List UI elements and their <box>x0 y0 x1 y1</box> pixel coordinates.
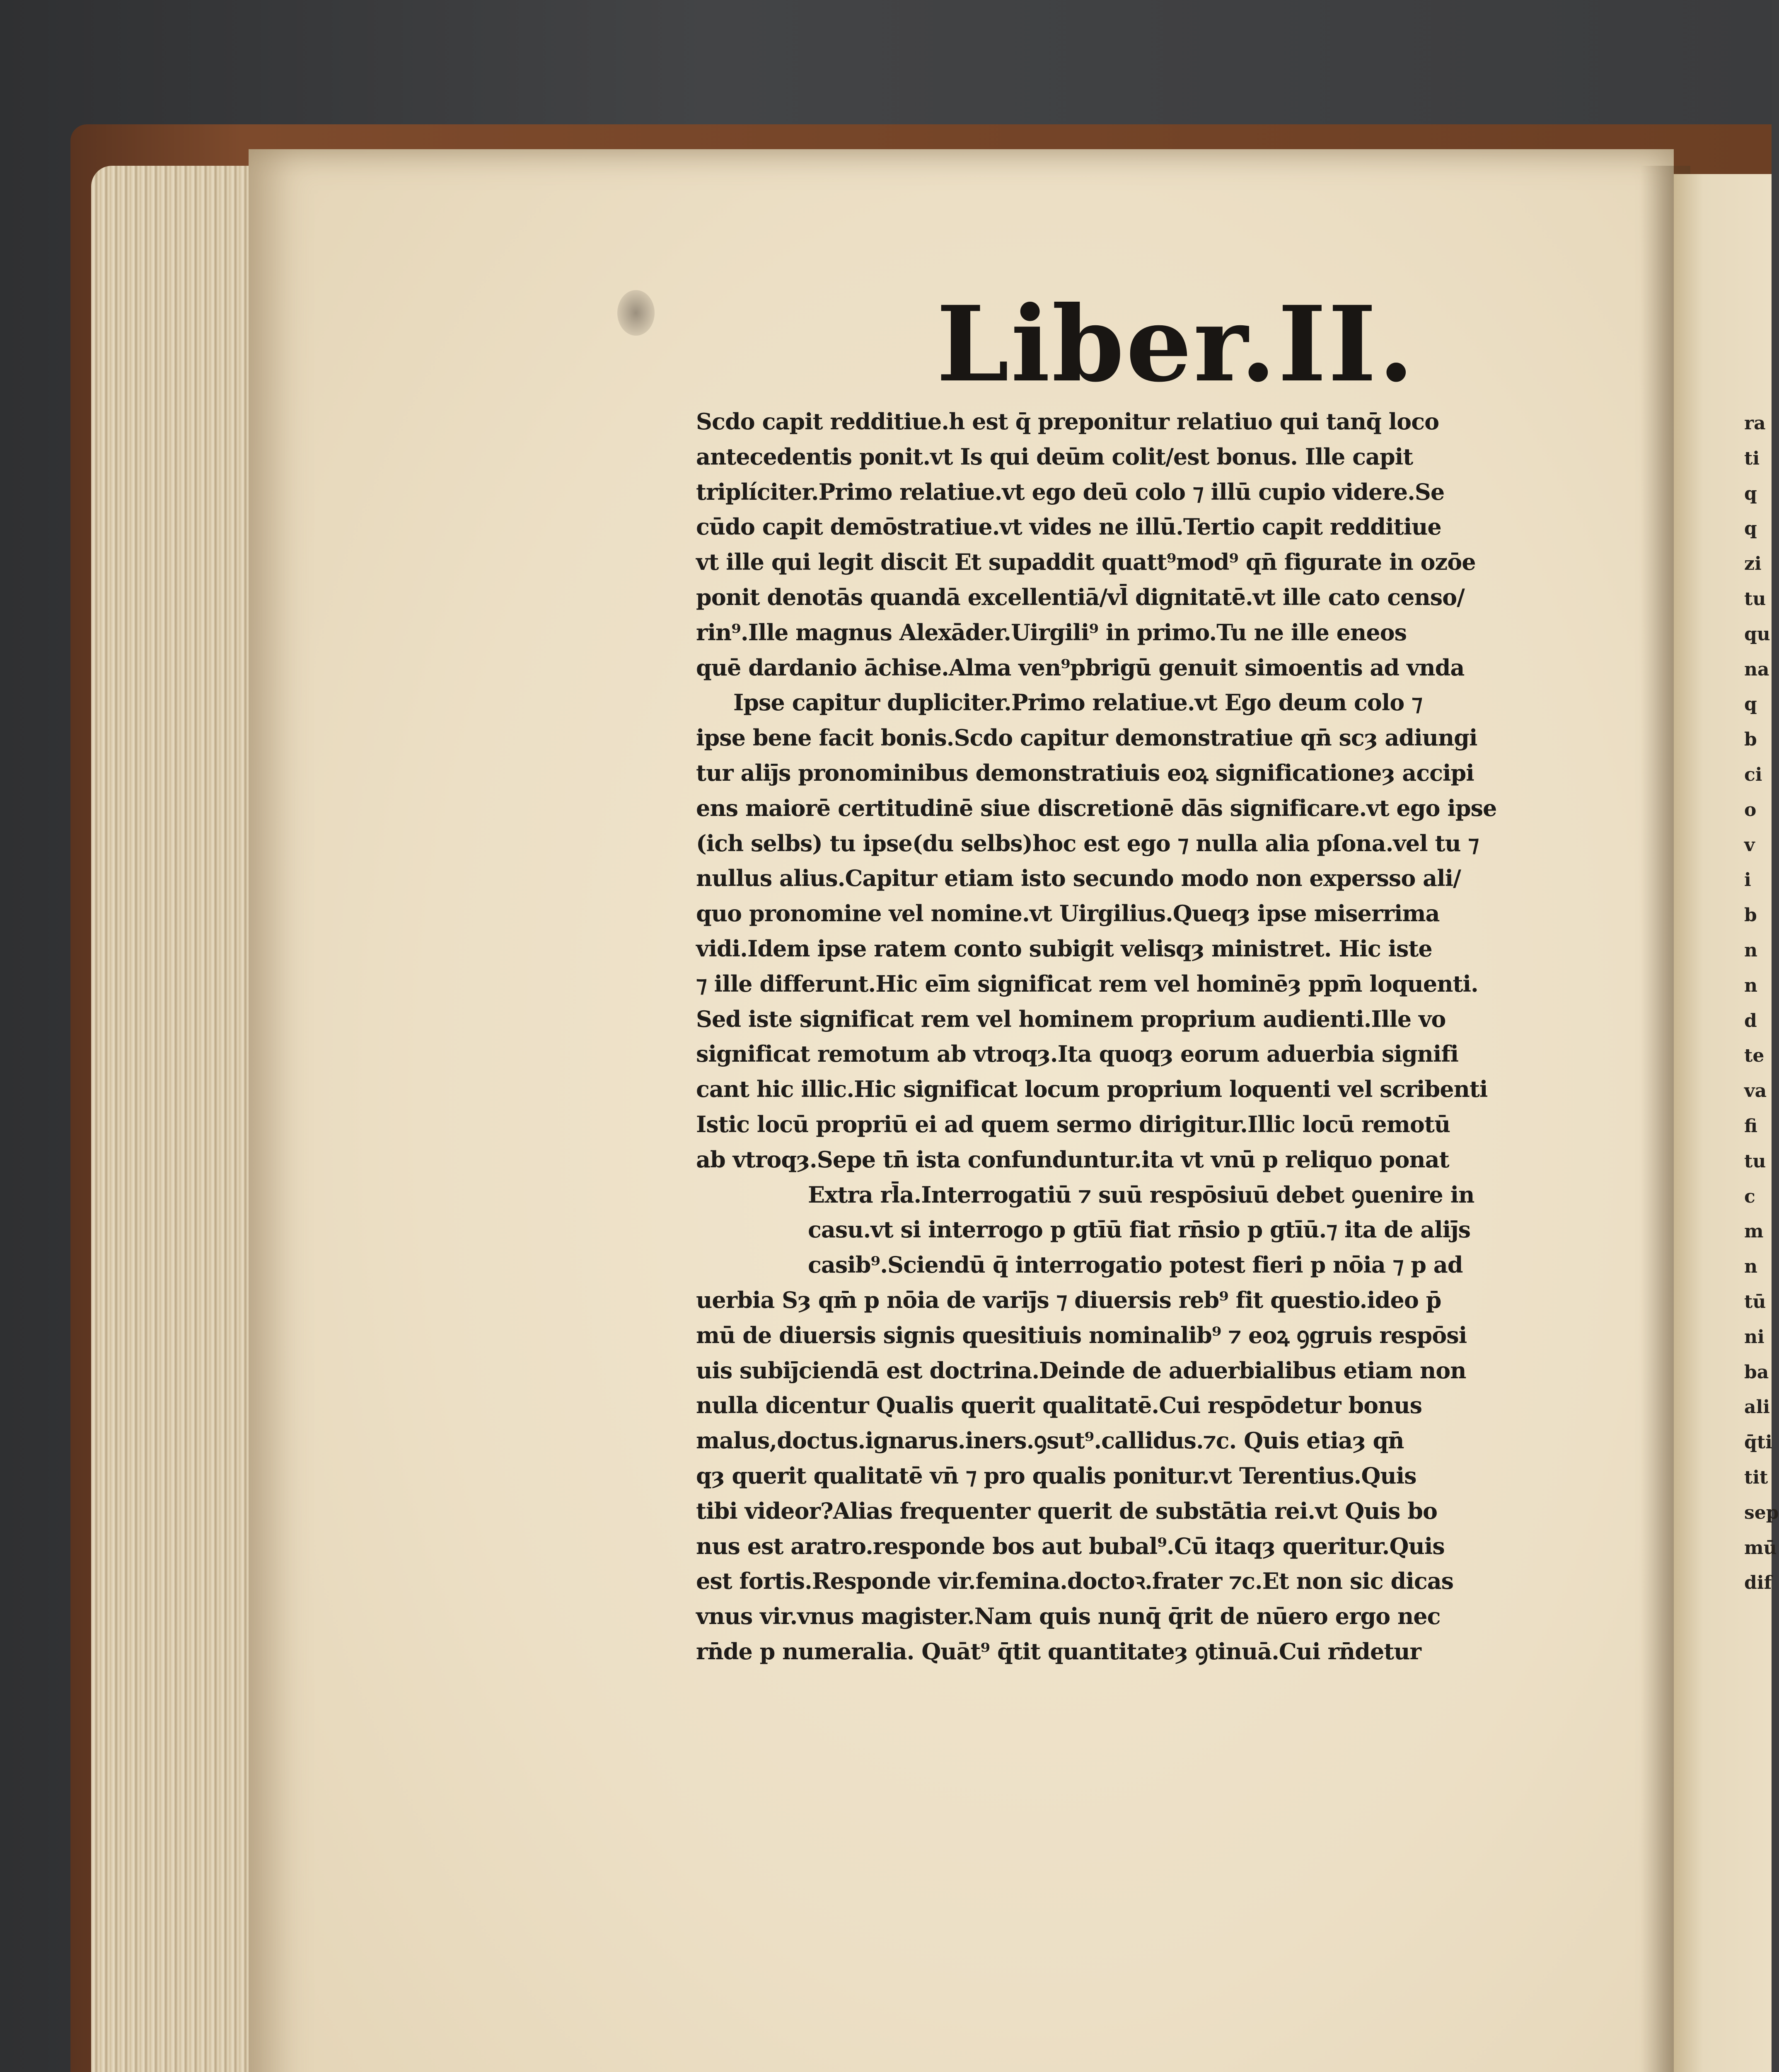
text-line: Scdo capit redditiue.h est q̄ preponitur relatiuo qui tanq̄ loco <box>696 408 1439 435</box>
text-line: tibi videor?Alias frequenter querit de substātia rei.vt Quis bo <box>696 1497 1438 1524</box>
text-line: mū de diuersis signis quesitiuis nominalib⁹ ⁊ eoꝝ ꝯgruis respōsi <box>696 1322 1467 1348</box>
facing-page-fragment: n <box>1744 1256 1757 1278</box>
text-line: quē dardanio āchise.Alma ven⁹pbrigū genuit simoentis ad vnda <box>696 654 1465 681</box>
facing-page-fragments <box>1744 406 1779 1601</box>
text-line: malus,doctus.ignarus.iners.ꝯsut⁹.callidus.⁊c. Quis etiaȝ qn̄ <box>696 1427 1404 1454</box>
facing-page-fragment: ra <box>1744 413 1766 434</box>
facing-page-fragment: m <box>1744 1221 1764 1242</box>
facing-page-fragment: tu <box>1744 1150 1766 1172</box>
facing-page-fragment: b <box>1744 729 1757 750</box>
facing-page-fragment: ti <box>1744 448 1760 469</box>
facing-page-fragment: i <box>1744 869 1751 891</box>
facing-page-fragment: va <box>1744 1080 1767 1102</box>
text-line: uerbia Sȝ qm̄ p nōia de variȷ̄s ⁊ diuersis reb⁹ fit questio.ideo p̄ <box>696 1286 1441 1313</box>
text-line: ab vtroqȝ.Sepe tn̄ ista confunduntur.ita vt vnū p reliquo ponat <box>696 1146 1449 1173</box>
facing-page-fragment: q̄ti <box>1744 1432 1772 1453</box>
facing-page-fragment: v <box>1744 834 1755 856</box>
facing-page-fragment: tu <box>1744 588 1766 610</box>
facing-page-fragment: ba <box>1744 1361 1769 1383</box>
text-line: cant hic illic.Hic significat locum proprium loquenti vel scribenti <box>696 1076 1488 1103</box>
text-line: uis subiȷ̄ciendā est doctrina.Deinde de aduerbialibus etiam non <box>696 1357 1466 1384</box>
facing-page-fragment: c <box>1744 1186 1755 1207</box>
text-line: vidi.Idem ipse ratem conto subigit velisqȝ ministret. Hic iste <box>696 935 1432 962</box>
text-line: ipse bene facit bonis.Scdo capitur demonstratiue qn̄ scȝ adiungi <box>696 724 1477 751</box>
facing-page-fragment: qu <box>1744 623 1770 645</box>
text-line: rin⁹.Ille magnus Alexāder.Uirgili⁹ in primo.Tu ne ille eneos <box>696 619 1407 646</box>
text-line: casu.vt si interrogo p gtīū fiat rn̄sio p gtīū.⁊ ita de aliȷ̄s <box>808 1216 1471 1243</box>
facing-page-fragment: b <box>1744 905 1757 926</box>
facing-page-fragment: dif <box>1744 1572 1772 1594</box>
facing-page-fragment: te <box>1744 1045 1764 1067</box>
text-line: Istic locū propriū ei ad quem sermo dirigitur.Illic locū remotū <box>696 1111 1450 1138</box>
text-line: vt ille qui legit discit Et supaddit quatt⁹mod⁹ qn̄ figurate in ozōe <box>696 549 1476 576</box>
text-line: tur aliȷ̄s pronominibus demonstratiuis eoꝝ significationeȝ accipi <box>696 759 1474 786</box>
text-line: (ich selbs) tu ipse(du selbs)hoc est ego ⁊ nulla alia pſona.vel tu ⁊ <box>696 830 1479 857</box>
facing-page-fragment: ali <box>1744 1397 1770 1418</box>
page-stain <box>617 290 655 336</box>
facing-page-fragment: fi <box>1744 1115 1757 1137</box>
facing-page-fragment: zi <box>1744 553 1762 575</box>
text-line: nulla dicentur Qualis querit qualitatē.Cui respōdetur bonus <box>696 1392 1422 1419</box>
text-line: ⁊ ille differunt.Hic eīm significat rem vel hominēȝ ppm̄ loquenti. <box>696 970 1478 997</box>
facing-page-fragment: sep <box>1744 1502 1779 1523</box>
text-line: Sed iste significat rem vel hominem proprium audienti.Ille vo <box>696 1005 1446 1032</box>
text-line: quo pronomine vel nomine.vt Uirgilius.Queqȝ ipse miserrima <box>696 900 1440 927</box>
page-edges <box>91 166 265 2072</box>
facing-page-fragment: o <box>1744 799 1757 821</box>
chapter-heading: Liber.II. <box>936 283 1416 405</box>
facing-page-fragment: mū <box>1744 1537 1777 1559</box>
facing-page-fragment: d <box>1744 1010 1757 1031</box>
text-line: triplíciter.Primo relatiue.vt ego deū colo ⁊ illū cupio videre.Se <box>696 478 1445 505</box>
facing-page-fragment: q <box>1744 483 1757 504</box>
facing-page-fragment: tū <box>1744 1291 1766 1312</box>
facing-page-fragment: na <box>1744 658 1769 680</box>
text-line: qȝ querit qualitatē vn̄ ⁊ pro qualis ponitur.vt Terentius.Quis <box>696 1462 1416 1489</box>
text-line: vnus vir.vnus magister.Nam quis nunq̄ q̄rit de nūero ergo nec <box>696 1603 1441 1630</box>
facing-page-fragment: tit <box>1744 1467 1768 1488</box>
facing-page-fragment: n <box>1744 939 1757 961</box>
facing-page-fragment: n <box>1744 975 1757 996</box>
text-line: casib⁹.Sciendū q̄ interrogatio potest fieri p nōia ⁊ p ad <box>808 1251 1463 1278</box>
facing-page-fragment: q <box>1744 518 1757 540</box>
facing-page-fragment: ci <box>1744 764 1762 785</box>
text-line: nullus alius.Capitur etiam isto secundo modo non expersso ali/ <box>696 865 1461 892</box>
text-line: significat remotum ab vtroqȝ.Ita quoqȝ eorum aduerbia signifi <box>696 1041 1459 1067</box>
facing-page-fragment: ni <box>1744 1326 1764 1348</box>
text-line: ens maiorē certitudinē siue discretionē dās significare.vt ego ipse <box>696 794 1497 821</box>
text-line: antecedentis ponit.vt Is qui deūm colit/est bonus. Ille capit <box>696 443 1413 470</box>
text-line: cūdo capit demōstratiue.vt vides ne illū.Tertio capit redditiue <box>696 513 1441 540</box>
text-line: rn̄de p numeralia. Quāt⁹ q̄tit quantitateȝ ꝯtinuā.Cui rn̄detur <box>696 1638 1421 1665</box>
text-line: Extra rl̄a.Interrogatiū ⁊ suū respōsiuū debet ꝯuenire in <box>808 1181 1474 1208</box>
body-text <box>696 404 1549 1669</box>
text-line: nus est aratro.responde bos aut bubal⁹.Cū itaqȝ queritur.Quis <box>696 1532 1445 1559</box>
text-line: Ipse capitur dupliciter.Primo relatiue.vt Ego deum colo ⁊ <box>733 689 1422 716</box>
facing-page-fragment: q <box>1744 694 1757 715</box>
text-line: ponit denotās quandā excellentiā/vl̄ dignitatē.vt ille cato censo/ <box>696 583 1465 610</box>
text-line: est fortis.Responde vir.femina.doctoꝛ.frater ⁊c.Et non sic dicas <box>696 1568 1454 1595</box>
